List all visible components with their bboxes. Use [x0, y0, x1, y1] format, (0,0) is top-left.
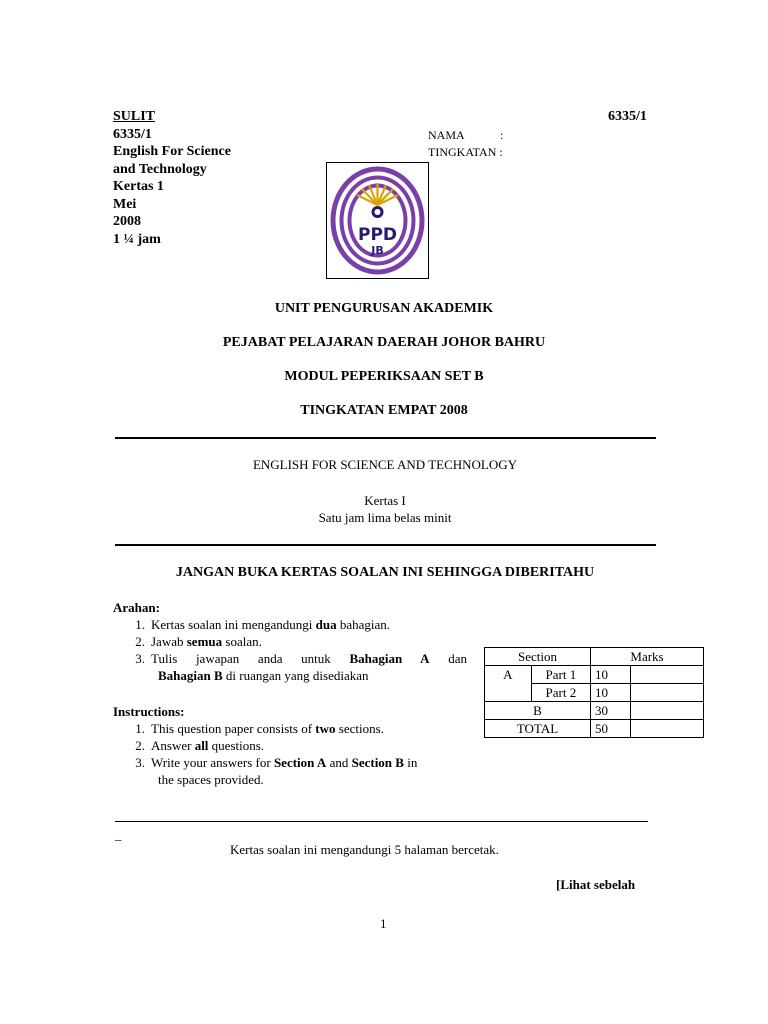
instructions-item: 1. This question paper consists of two sections. [135, 721, 384, 736]
see-next-page: [Lihat sebelah [556, 877, 636, 892]
subject-paper: Kertas I [364, 493, 406, 508]
paper-code-right: 6335/1 [608, 109, 647, 124]
pages-note: Kertas soalan ini mengandungi 5 halaman bercetak. [230, 842, 499, 857]
total-score-cell [630, 720, 703, 738]
tingkatan-label: TINGKATAN : [428, 145, 503, 159]
part2-cell: Part 2 [531, 684, 590, 702]
ppd-logo-icon [327, 163, 428, 278]
ppd-jb-logo [326, 162, 429, 279]
instructions-heading: Instructions: [113, 704, 185, 719]
divider-bottom [115, 544, 656, 546]
instructions-item: 2. Answer all questions. [135, 738, 265, 753]
part1-cell: Part 1 [531, 666, 590, 684]
instructions-item: 3. Write your answers for Section A and Section B in [135, 755, 418, 770]
paper-code: 6335/1 [113, 126, 152, 142]
title-line-3: MODUL PEPERIKSAAN SET B [284, 369, 484, 384]
instructions-item-3-continuation: the spaces provided. [158, 772, 264, 787]
title-line-4: TINGKATAN EMPAT 2008 [300, 403, 468, 418]
title-line-2: PEJABAT PELAJARAN DAERAH JOHOR BAHRU [222, 335, 546, 350]
section-b-marks-cell: 30 [591, 702, 631, 720]
do-not-open-warning: JANGAN BUKA KERTAS SOALAN INI SEHINGGA DIBERITAHU [175, 565, 595, 580]
part1-marks-cell: 10 [591, 666, 631, 684]
arahan-item-3-continuation: Bahagian B di ruangan yang disediakan [158, 668, 369, 683]
logo-text-ppd: PPD [357, 225, 398, 245]
arahan-item: 3. Tulis jawapan anda untuk Bahagian A dan [135, 651, 467, 666]
instructions-section [113, 703, 467, 788]
part2-score-cell [630, 684, 703, 702]
subject-time: Satu jam lima belas minit [318, 510, 452, 525]
footer-dash: _ [115, 827, 122, 842]
table-row [485, 666, 704, 684]
arahan-section [113, 599, 467, 684]
arahan-item: 2. Jawab semua soalan. [135, 634, 262, 649]
student-form-labels [428, 127, 503, 161]
duration-label: 1 ¼ jam [113, 231, 161, 247]
total-cell: TOTAL [485, 720, 591, 738]
part2-marks-cell: 10 [591, 684, 631, 702]
subject-title: ENGLISH FOR SCIENCE AND TECHNOLOGY [252, 457, 518, 472]
table-row [485, 648, 704, 666]
subject-line-2: and Technology [113, 161, 207, 177]
logo-text-jb: JB [371, 244, 384, 257]
table-row [485, 702, 704, 720]
section-a-cell: A [485, 666, 532, 702]
year-label: 2008 [113, 214, 141, 229]
paper-label: Kertas 1 [113, 179, 164, 194]
arahan-heading: Arahan: [113, 600, 160, 615]
header-left-block [113, 108, 313, 248]
sulit-label: SULIT [113, 109, 156, 124]
marks-table [484, 647, 704, 738]
divider-top [115, 437, 656, 439]
table-row [485, 720, 704, 738]
title-line-1: UNIT PENGURUSAN AKADEMIK [274, 301, 494, 316]
header-section: Section [485, 648, 591, 666]
section-b-cell: B [485, 702, 591, 720]
month-label: Mei [113, 196, 137, 212]
page-number: 1 [380, 916, 387, 931]
header-marks: Marks [591, 648, 704, 666]
subject-line-1: English For Science [113, 144, 231, 159]
nama-label: NAMA : [428, 128, 504, 142]
arahan-item: 1. Kertas soalan ini mengandungi dua bahagian. [135, 617, 391, 632]
part1-score-cell [630, 666, 703, 684]
total-marks-cell: 50 [591, 720, 631, 738]
section-b-score-cell [630, 702, 703, 720]
footer-rule [115, 821, 648, 822]
